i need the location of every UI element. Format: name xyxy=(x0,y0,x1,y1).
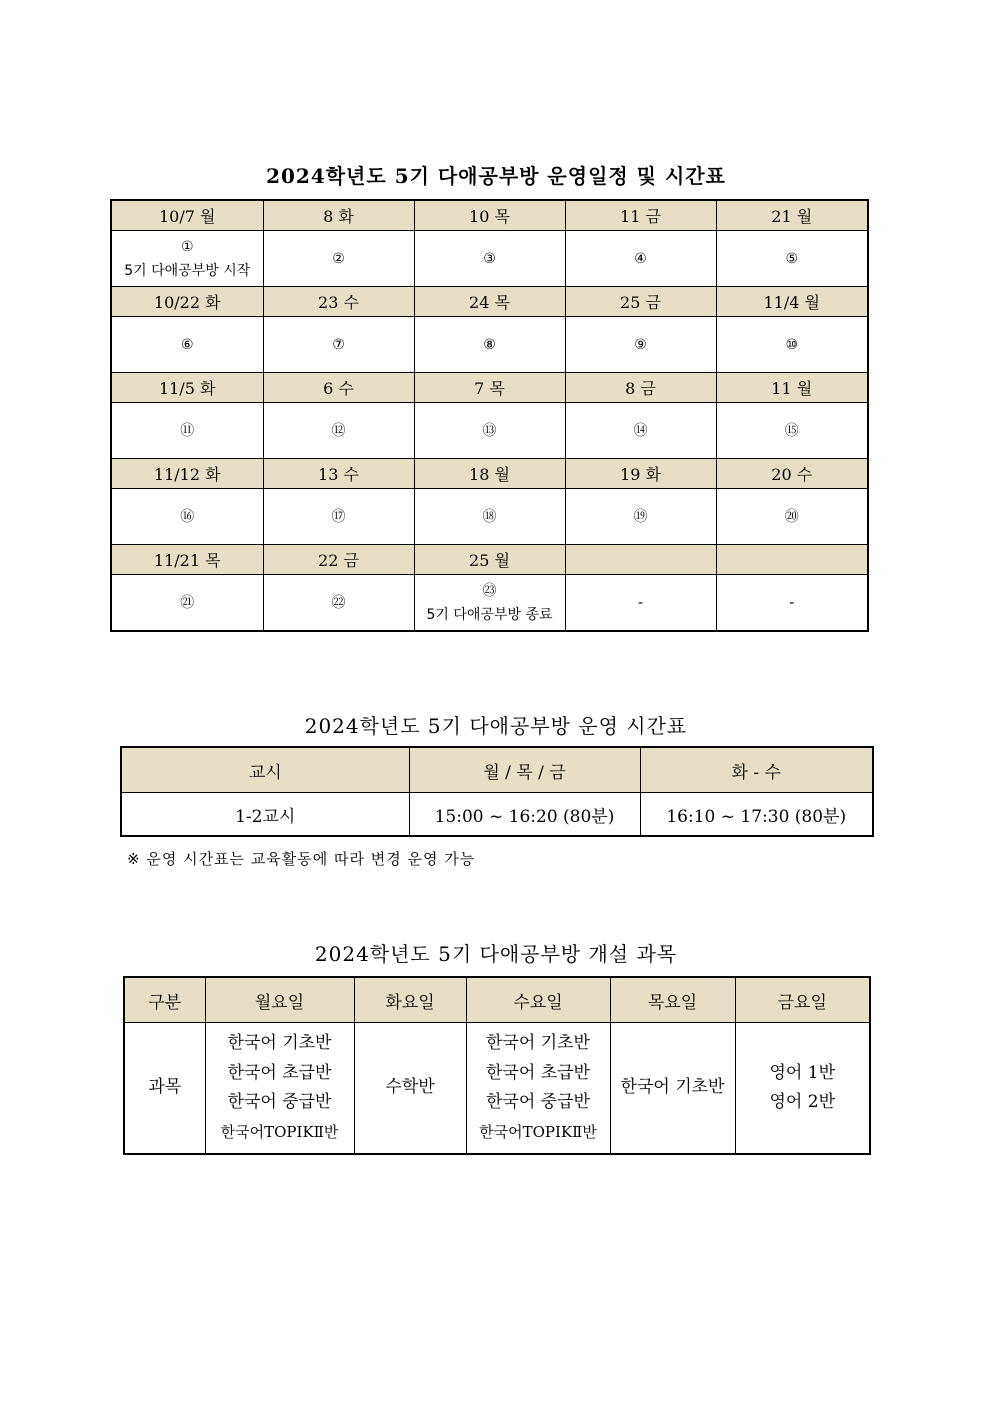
schedule-session-cell xyxy=(565,317,716,373)
session-number: ⑥ xyxy=(180,336,194,353)
schedule-session-cell xyxy=(565,403,716,459)
schedule-date-cell: 10 목 xyxy=(414,200,565,231)
timetable-table xyxy=(120,746,874,837)
schedule-date-cell: 22 금 xyxy=(263,545,414,575)
courses-row xyxy=(124,1023,870,1155)
timetable-mon-thu-fri-time: 15:00 ~ 16:20 (80분) xyxy=(409,793,640,837)
course-item: 한국어 초급반 xyxy=(486,1062,590,1083)
schedule-session-cell xyxy=(263,231,414,287)
course-item: 영어 2반 xyxy=(769,1092,835,1112)
course-item: 한국어 기초반 xyxy=(227,1033,332,1053)
session-number: ⑰ xyxy=(331,508,346,525)
schedule-date-cell: 10/7 월 xyxy=(111,200,263,231)
session-number: ⑩ xyxy=(785,336,799,353)
schedule-title: 2024학년도 5기 다애공부방 운영일정 및 시간표 xyxy=(266,164,726,188)
courses-table xyxy=(123,976,871,1155)
schedule-date-cell: 8 금 xyxy=(565,373,716,403)
session-number: ② xyxy=(332,250,345,267)
courses-header-row xyxy=(124,977,870,1023)
session-number: ⑳ xyxy=(784,508,799,525)
schedule-session-row xyxy=(111,403,868,459)
schedule-date-cell: 11/5 화 xyxy=(111,373,263,403)
timetable-header-mon-thu-fri: 월 / 목 / 금 xyxy=(409,747,640,793)
timetable-period: 1-2교시 xyxy=(121,793,409,837)
schedule-date-cell xyxy=(565,545,716,575)
schedule-session-cell xyxy=(111,575,263,632)
course-item: 수학반 xyxy=(385,1077,435,1098)
schedule-session-row xyxy=(111,317,868,373)
schedule-date-row xyxy=(111,373,868,403)
schedule-date-cell: 8 화 xyxy=(263,200,414,231)
session-number: ⑭ xyxy=(633,422,648,439)
session-number: ⑯ xyxy=(180,508,195,525)
schedule-date-cell: 7 목 xyxy=(414,373,565,403)
schedule-session-cell xyxy=(111,403,263,459)
course-item: 한국어TOPIKⅡ반 xyxy=(479,1122,597,1141)
schedule-date-cell: 18 월 xyxy=(414,459,565,489)
schedule-date-cell: 20 수 xyxy=(716,459,868,489)
schedule-session-cell xyxy=(414,403,565,459)
timetable-header-row xyxy=(121,747,873,793)
schedule-date-cell: 11/4 월 xyxy=(716,287,868,317)
session-number: ⑬ xyxy=(482,422,497,439)
courses-title: 2024학년도 5기 다애공부방 개설 과목 xyxy=(314,942,678,966)
session-number: ㉓ xyxy=(482,582,497,599)
schedule-session-cell xyxy=(263,489,414,545)
schedule-session-cell xyxy=(263,403,414,459)
session-number: ③ xyxy=(483,250,496,267)
schedule-session-row xyxy=(111,231,868,287)
schedule-date-cell: 24 목 xyxy=(414,287,565,317)
schedule-session-cell xyxy=(111,489,263,545)
courses-header-wednesday: 수요일 xyxy=(466,977,610,1023)
schedule-session-cell xyxy=(716,403,868,459)
schedule-date-cell: 11 금 xyxy=(565,200,716,231)
schedule-table xyxy=(110,199,869,632)
schedule-session-cell xyxy=(111,317,263,373)
session-number: - xyxy=(789,594,795,611)
schedule-date-row xyxy=(111,287,868,317)
timetable-tue-wed-time: 16:10 ~ 17:30 (80분) xyxy=(640,793,873,837)
schedule-date-cell: 6 수 xyxy=(263,373,414,403)
schedule-session-cell xyxy=(716,575,868,632)
course-item: 한국어 초급반 xyxy=(227,1062,332,1083)
session-number: ⑫ xyxy=(331,422,346,439)
course-item: 한국어 기초반 xyxy=(620,1077,725,1098)
courses-wednesday xyxy=(466,1023,610,1155)
schedule-session-cell xyxy=(111,231,263,287)
schedule-session-row xyxy=(111,489,868,545)
timetable-title: 2024학년도 5기 다애공부방 운영 시간표 xyxy=(304,714,688,738)
courses-header-monday: 월요일 xyxy=(205,977,354,1023)
session-number: ㉒ xyxy=(331,594,346,611)
schedule-session-row xyxy=(111,575,868,632)
schedule-session-cell xyxy=(716,489,868,545)
courses-header-thursday: 목요일 xyxy=(610,977,735,1023)
session-number: ⑨ xyxy=(634,336,647,353)
timetable-row xyxy=(121,793,873,837)
session-number: - xyxy=(637,594,644,611)
session-number: ⑮ xyxy=(784,422,799,439)
schedule-date-cell: 21 월 xyxy=(716,200,868,231)
courses-thursday xyxy=(610,1023,735,1155)
course-item: 한국어 중급반 xyxy=(486,1092,590,1112)
schedule-date-cell: 19 화 xyxy=(565,459,716,489)
schedule-session-cell xyxy=(565,231,716,287)
courses-friday xyxy=(735,1023,870,1155)
session-number: ⑪ xyxy=(180,422,195,439)
session-number: ⑦ xyxy=(332,336,345,353)
session-number: ⑧ xyxy=(483,336,496,353)
schedule-session-cell xyxy=(414,489,565,545)
schedule-date-cell: 10/22 화 xyxy=(111,287,263,317)
schedule-session-cell xyxy=(716,231,868,287)
schedule-date-row xyxy=(111,459,868,489)
schedule-session-cell xyxy=(414,317,565,373)
schedule-session-cell xyxy=(414,231,565,287)
timetable-footnote: ※ 운영 시간표는 교육활동에 따라 변경 운영 가능 xyxy=(127,850,476,868)
course-item: 영어 1반 xyxy=(769,1062,835,1083)
session-number: ① xyxy=(180,238,194,255)
courses-row-label: 과목 xyxy=(124,1023,205,1155)
schedule-date-cell: 11/21 목 xyxy=(111,545,263,575)
course-item: 한국어 중급반 xyxy=(227,1092,332,1112)
schedule-session-cell xyxy=(414,575,565,632)
schedule-session-cell xyxy=(565,575,716,632)
courses-header-friday: 금요일 xyxy=(735,977,870,1023)
timetable-header-period: 교시 xyxy=(121,747,409,793)
schedule-date-cell: 25 금 xyxy=(565,287,716,317)
session-number: ㉑ xyxy=(180,594,195,611)
course-item: 한국어TOPIKⅡ반 xyxy=(220,1122,339,1141)
session-number: ⑤ xyxy=(785,250,799,267)
schedule-date-row xyxy=(111,545,868,575)
schedule-date-cell: 11/12 화 xyxy=(111,459,263,489)
courses-monday xyxy=(205,1023,354,1155)
session-note: 5기 다애공부방 시작 xyxy=(124,262,251,279)
courses-tuesday xyxy=(354,1023,466,1155)
schedule-date-cell: 25 월 xyxy=(414,545,565,575)
course-item: 한국어 기초반 xyxy=(486,1033,590,1053)
schedule-session-cell xyxy=(565,489,716,545)
schedule-date-cell: 23 수 xyxy=(263,287,414,317)
courses-header-tuesday: 화요일 xyxy=(354,977,466,1023)
schedule-date-cell xyxy=(716,545,868,575)
schedule-date-row xyxy=(111,200,868,231)
session-number: ⑲ xyxy=(633,508,648,525)
session-number: ④ xyxy=(634,250,647,267)
schedule-date-cell: 11 월 xyxy=(716,373,868,403)
schedule-session-cell xyxy=(263,317,414,373)
schedule-session-cell xyxy=(263,575,414,632)
session-number: ⑱ xyxy=(482,508,497,525)
courses-header-category: 구분 xyxy=(124,977,205,1023)
session-note: 5기 다애공부방 종료 xyxy=(426,606,553,623)
timetable-header-tue-wed: 화 - 수 xyxy=(640,747,873,793)
schedule-session-cell xyxy=(716,317,868,373)
schedule-date-cell: 13 수 xyxy=(263,459,414,489)
